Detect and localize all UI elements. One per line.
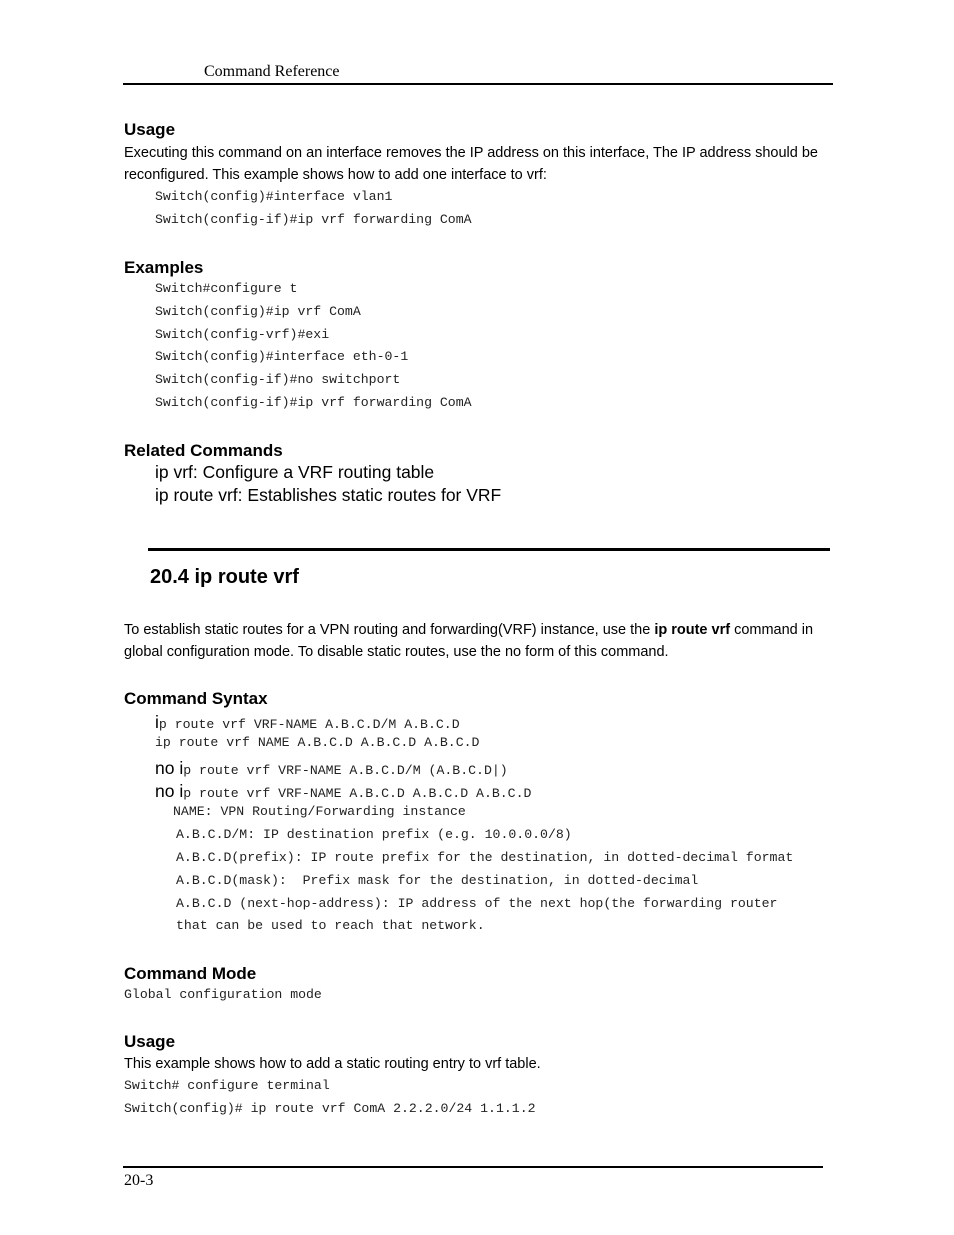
command-syntax-heading: Command Syntax — [124, 689, 268, 708]
running-header: Command Reference — [204, 63, 340, 80]
code-line: Switch(config-if)#no switchport — [155, 372, 401, 387]
header-rule — [123, 83, 833, 85]
syntax-param: A.B.C.D/M: IP destination prefix (e.g. 10.0.0.0/8) — [176, 827, 572, 842]
page-number: 20-3 — [124, 1172, 154, 1189]
syntax-param: A.B.C.D (next-hop-address): IP address of the next hop(the forwarding router — [176, 896, 778, 911]
section-rule — [148, 548, 830, 551]
code-line: Switch(config-if)#ip vrf forwarding ComA — [155, 212, 472, 227]
examples-heading: Examples — [124, 258, 204, 277]
syntax-line: ip route vrf VRF-NAME A.B.C.D/M A.B.C.D — [155, 712, 460, 732]
code-line: Switch#configure t — [155, 281, 298, 296]
command-mode-value: Global configuration mode — [124, 987, 322, 1002]
usage-text-line-1: This example shows how to add a static routing entry to vrf table. — [124, 1056, 541, 1072]
code-line: Switch(config-if)#ip vrf forwarding ComA — [155, 395, 472, 410]
related-command-item: ip vrf: Configure a VRF routing table — [155, 462, 435, 482]
intro-line-2: global configuration mode. To disable static routes, use the no form of this command. — [124, 644, 669, 660]
related-command-item: ip route vrf: Establishes static routes for VRF — [155, 485, 502, 505]
usage-heading: Usage — [124, 1032, 176, 1051]
command-mode-heading: Command Mode — [124, 964, 257, 983]
syntax-param: A.B.C.D(mask): Prefix mask for the destination, in dotted-decimal — [176, 873, 699, 888]
code-line: Switch(config-vrf)#exi — [155, 327, 330, 342]
code-line: Switch# configure terminal — [124, 1078, 330, 1093]
code-line: Switch(config)#interface eth-0-1 — [155, 349, 409, 364]
intro-line-1: To establish static routes for a VPN routing and forwarding(VRF) instance, use the ip route vrf command in — [124, 622, 814, 638]
syntax-line: ip route vrf NAME A.B.C.D A.B.C.D A.B.C.D — [155, 735, 480, 750]
syntax-param: NAME: VPN Routing/Forwarding instance — [173, 804, 466, 819]
code-line: Switch(config)# ip route vrf ComA 2.2.2.0/24 1.1.1.2 — [124, 1101, 536, 1116]
related-commands-heading: Related Commands — [124, 441, 283, 460]
syntax-line: no ip route vrf VRF-NAME A.B.C.D/M (A.B.C.D|) — [155, 758, 508, 778]
usage-heading: Usage — [124, 120, 176, 139]
code-line: Switch(config)#ip vrf ComA — [155, 304, 361, 319]
code-line: Switch(config)#interface vlan1 — [155, 189, 393, 204]
footer-rule — [123, 1166, 823, 1168]
section-title: 20.4 ip route vrf — [150, 566, 299, 588]
syntax-param: that can be used to reach that network. — [176, 918, 485, 933]
usage-text-line-1: Executing this command on an interface removes the IP address on this interface, The IP address should be — [124, 145, 818, 161]
usage-text-line-2: reconfigured. This example shows how to add one interface to vrf: — [124, 167, 547, 183]
syntax-param: A.B.C.D(prefix): IP route prefix for the destination, in dotted-decimal format — [176, 850, 794, 865]
syntax-line: no ip route vrf VRF-NAME A.B.C.D A.B.C.D A.B.C.D — [155, 781, 532, 801]
